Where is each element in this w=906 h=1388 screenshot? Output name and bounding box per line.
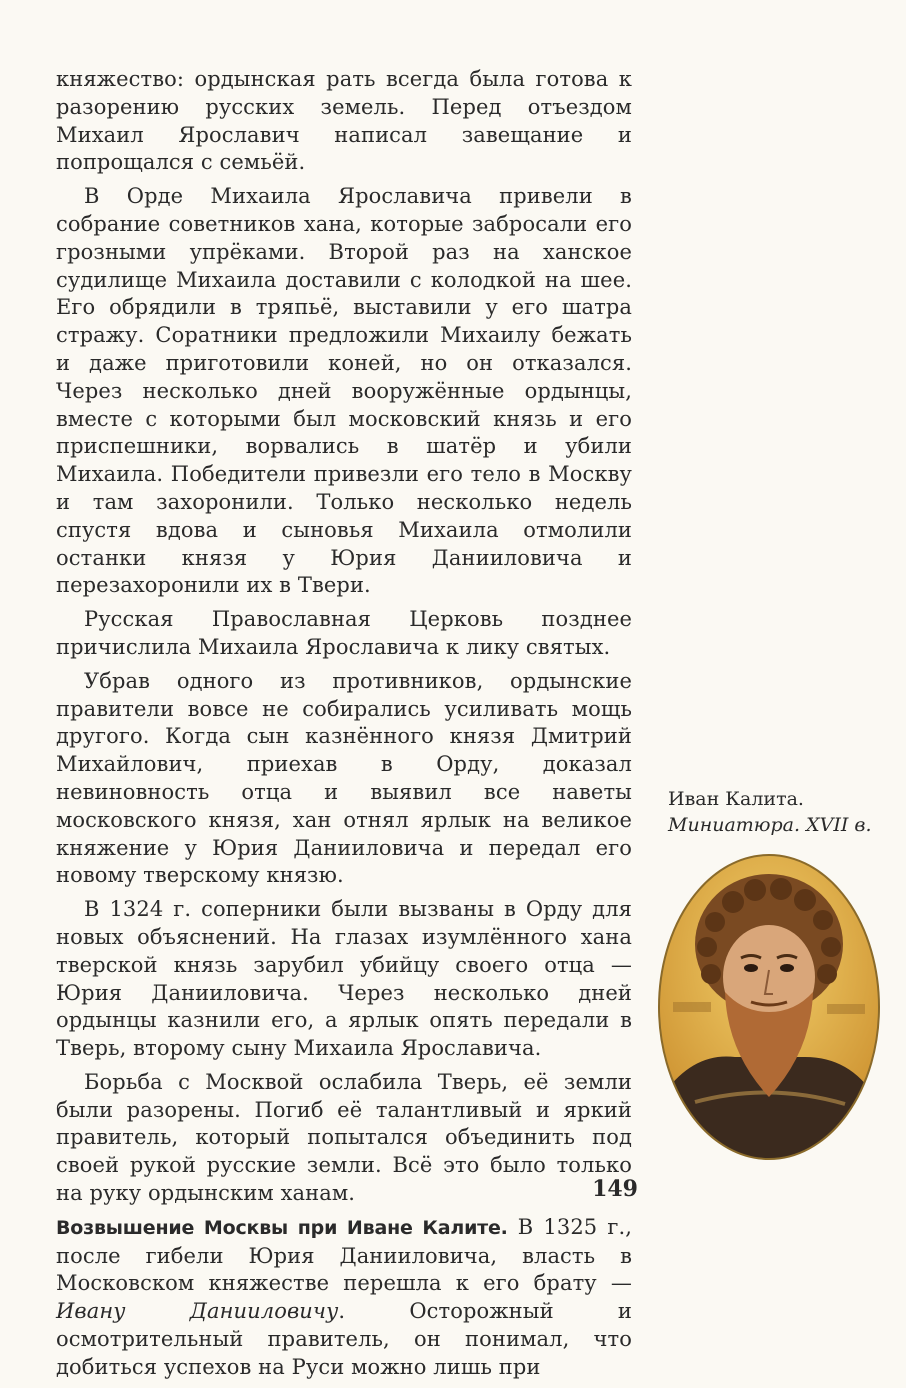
paragraph-6: Борьба с Москвой ослабила Тверь, её земли были разорены. Погиб её талантливый и яркий правитель, который попытался объединить под своей рукой русские земли. Всё это было только на руку ордынским ханам.	[56, 1069, 632, 1206]
left-inscription-mark	[673, 1002, 711, 1012]
right-eye	[780, 964, 794, 972]
paragraph-7	[56, 1214, 632, 1382]
paragraph-3: Русская Православная Церковь позднее причислила Михаила Ярославича к лику святых.	[56, 607, 632, 659]
figure-caption	[668, 786, 888, 838]
left-eye	[744, 964, 758, 972]
page-number: 149	[592, 1176, 638, 1202]
ivan-name: Ивану Данииловичу	[56, 1299, 339, 1324]
paragraph-2: В Орде Михаила Ярославича привели в собрание советников хана, которые забросали его грозными упрёками. Второй раз на ханское судилище Михаила доставили с колодкой на шее. Его обрядили в тряпьё, выставили у его шатра стражу. Соратники предложили Михаилу бежать и даже приготовили коней, но он отказался. Через несколько дней вооружённые ордынцы, вместе с которыми был московский князь и его приспешники, ворвались в шатёр и убили Михаила. Победители привезли его тело в Москву и там захоронили. Только несколько недель спустя вдова и сыновья Михаила отмолили останки князя у Юрия Данииловича и перезахоронили их в Твери.	[56, 184, 632, 598]
paragraph-5: В 1324 г. соперники были вызваны в Орду для новых объяснений. На глазах изумлённого хана тверской князь зарубил убийцу своего отца — Юрия Данииловича. Через несколько дней ордынцы казнили его, а ярлык опять передали в Тверь, второму сыну Михаила Ярославича.	[56, 897, 632, 1061]
paragraph-4: Убрав одного из противников, ордынские правители вовсе не собирались усиливать мощь другого. Когда сын казнённого князя Дмитрий Михайлович, приехав в Орду, доказал невиновность отца и выявил все наветы московского князя, хан отнял ярлык на великое княжение у Юрия Данииловича и передал его новому тверскому князю.	[56, 668, 632, 888]
paragraph-7-text-a: В 1325 г., после гибели Юрия Данииловича, власть в Московском княжестве перешла к его брату —	[56, 1214, 632, 1296]
paragraph-7-text-b: . Осторожный и осмотрительный правитель, он понимал, что добиться успехов на Руси можно лишь при	[56, 1299, 632, 1379]
section-heading: Возвышение Москвы при Иване Калите.	[56, 1216, 508, 1239]
caption-title: Иван Калита.	[668, 788, 804, 810]
right-inscription-mark	[827, 1004, 865, 1014]
main-text-column	[56, 66, 632, 1388]
portrait-miniature	[655, 852, 883, 1162]
caption-subtitle: Миниатюра. XVII в.	[668, 814, 872, 836]
paragraph-1: княжество: ордынская рать всегда была готова к разорению русских земель. Перед отъездом Михаил Ярославич написал завещание и попрощался с семьёй.	[56, 67, 632, 175]
